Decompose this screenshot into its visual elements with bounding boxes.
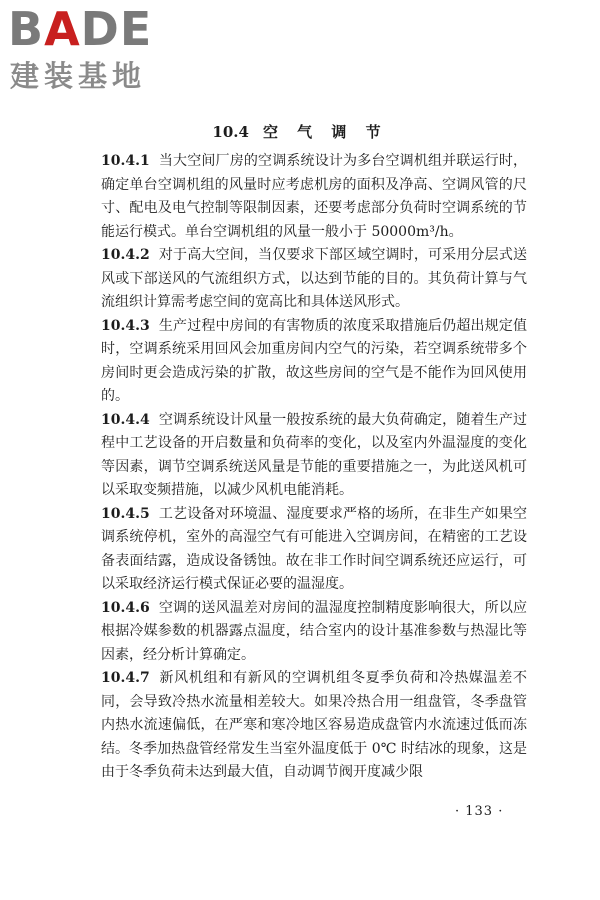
bade-logo <box>8 2 178 96</box>
clause-text: 工艺设备对环境温、湿度要求严格的场所，在非生产如果空调系统停机，室外的高湿空气有可能进入空调房间，在精密的工艺设备表面结露，造成设备锈蚀。故在非工作时间空调系统还应运行，可以采取经济运行模式保证必要的温湿度。 <box>101 505 527 592</box>
clause-text: 空调系统设计风量一般按系统的最大负荷确定，随着生产过程中工艺设备的开启数量和负荷率的变化，以及室内外温湿度的变化等因素，调节空调系统送风量是节能的重要措施之一，为此送风机可以采取变频措施，以减少风机电能消耗。 <box>101 411 527 498</box>
clause <box>101 597 527 668</box>
section-title <box>0 122 600 142</box>
clause-number: 10.4.2 <box>101 247 150 263</box>
clause-number: 10.4.6 <box>101 599 150 616</box>
clause-number: 10.4.1 <box>101 153 150 169</box>
clause-text: 空调的送风温差对房间的温湿度控制精度影响很大，所以应根据冷媒参数的机器露点温度，结合室内的设计基准参数与热湿比等因素，经分析计算确定。 <box>101 599 527 663</box>
logo-subtitle: 建装基地 <box>10 59 147 93</box>
logo-letters-de: DE <box>80 2 153 56</box>
clause <box>101 244 527 315</box>
clause-number: 10.4.3 <box>101 317 150 334</box>
document-body <box>101 150 527 785</box>
logo-letter-b: B <box>8 2 45 56</box>
clause <box>101 409 527 503</box>
clause <box>101 315 527 409</box>
section-name: 空 气 调 节 <box>262 123 388 141</box>
clause-text: 新风机组和有新风的空调机组冬夏季负荷和冷热媒温差不同，会导致冷热水流量相差较大。如果冷热合用一组盘管，冬季盘管内热水流速偏低，在严寒和寒冷地区容易造成盘管内水流速过低而冻结。冬季加热盘管经常发生当室外温度低于 0℃ 时结冰的现象，这是由于冬季负荷未达到最大值，自动调节阀开度减少限 <box>101 670 527 780</box>
clause-number: 10.4.5 <box>101 505 150 522</box>
clause <box>101 150 527 244</box>
clause-number: 10.4.7 <box>101 670 150 686</box>
logo-wordmark <box>8 2 153 56</box>
logo-letter-a: A <box>44 2 81 56</box>
clause-text: 生产过程中房间的有害物质的浓度采取措施后仍超出规定值时，空调系统采用回风会加重房间内空气的污染，若空调系统带多个房间时更会造成污染的扩散，故这些房间的空气是不能作为回风使用的。 <box>101 317 527 404</box>
section-number: 10.4 <box>212 123 249 141</box>
clause-text: 对于高大空间，当仅要求下部区域空调时，可采用分层式送风或下部送风的气流组织方式，以达到节能的目的。其负荷计算与气流组织计算需考虑空间的宽高比和具体送风形式。 <box>101 247 527 310</box>
clause <box>101 503 527 597</box>
clause-text: 当大空间厂房的空调系统设计为多台空调机组并联运行时，确定单台空调机组的风量时应考虑机房的面积及净高、空调风管的尺寸、配电及电气控制等限制因素，还要考虑部分负荷时空调系统的节能运行模式。单台空调机组的风量一般小于 50000m³/h。 <box>101 153 527 240</box>
clause <box>101 667 527 785</box>
clause-number: 10.4.4 <box>101 411 150 428</box>
page-number: · 133 · <box>455 804 504 819</box>
